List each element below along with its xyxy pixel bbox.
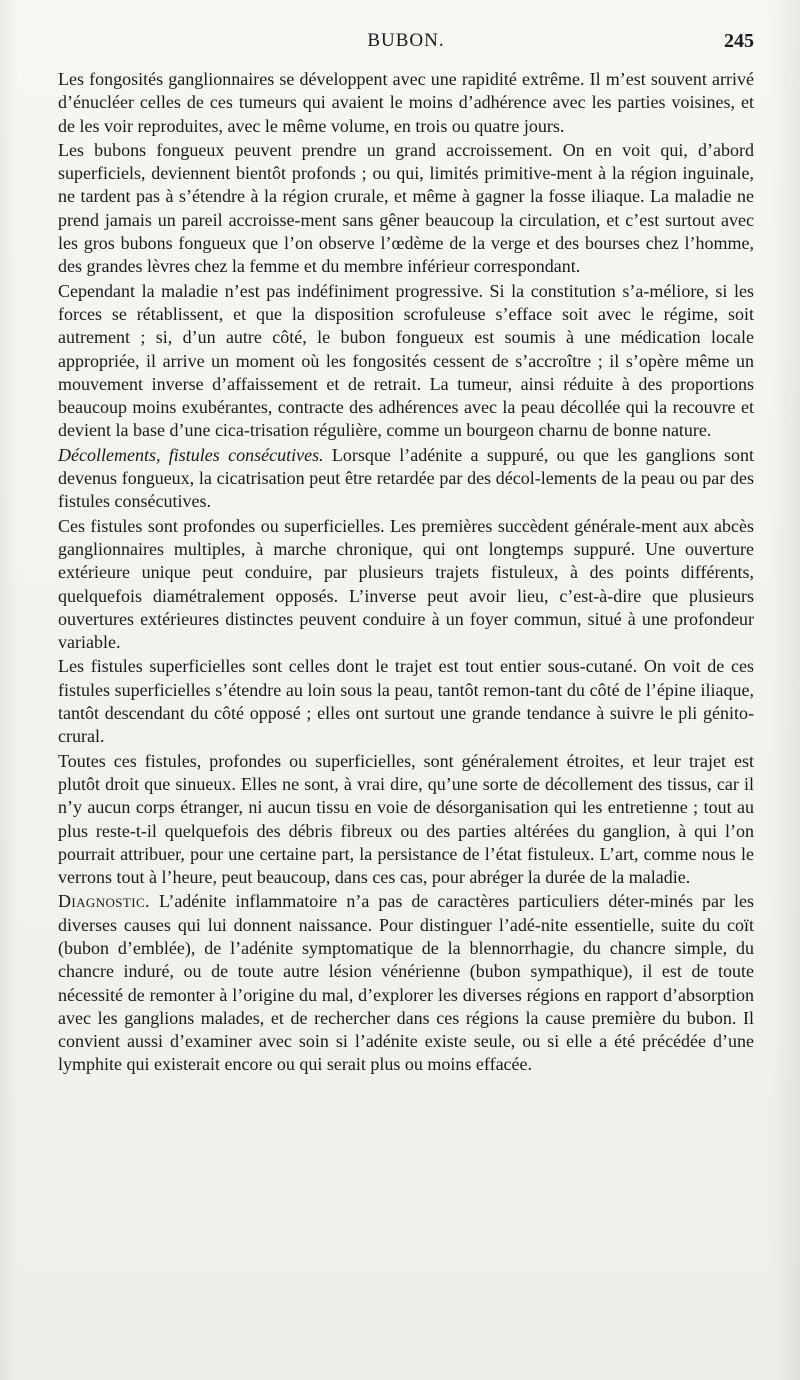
paragraph-text: Les fongosités ganglionnaires se développent avec une rapidité extrême. Il m’est souvent arrivé d’énucléer celles de ces tumeurs qui avaient le moins d’adhérence avec les parties voisines, et de les voir reproduites, avec le même volume, en trois ou quatre jours. [58, 69, 754, 136]
paragraph-2 [58, 139, 754, 279]
paragraph-3 [58, 280, 754, 443]
paragraph-text: Lorsque l’adénite a suppuré, ou que les ganglions sont devenus fongueux, la cicatrisation peut être retardée par des décol-lements de la peau ou par des fistules consécutives. [58, 444, 754, 512]
paragraph-4 [58, 444, 754, 514]
paragraph-8 [58, 890, 754, 1076]
paragraph-text: Les fistules superficielles sont celles dont le trajet est tout entier sous-cutané. On voit de ces fistules superficielles s’étendre au loin sous la peau, tantôt remon-tant du côté de l’épine iliaque, tantôt descendant du côté opposé ; elles ont surtout une grande tendance à suivre le pli génito-crural. [58, 656, 754, 747]
paragraph-text: Ces fistules sont profondes ou superficielles. Les premières succèdent générale-ment aux abcès ganglionnaires multiples, à marche chronique, qui ont longtemps suppuré. Une ouverture extérieure unique peut conduire, par plusieurs trajets fistuleux, à des points différents, quelquefois diamétralement opposés. L’inverse peut avoir lieu, c’est-à-dire que plusieurs ouvertures extérieures distinctes peuvent conduire à un foyer commun, situé à une profondeur variable. [58, 515, 754, 653]
page-number: 245 [724, 30, 754, 52]
page-header [58, 30, 754, 58]
section-heading-decollements: Décollements, fistules consécutives. [58, 444, 324, 465]
paragraph-7 [58, 750, 754, 890]
paragraph-1 [58, 68, 754, 138]
section-heading-diagnostic: Diagnostic. [58, 891, 150, 912]
paragraph-text: L’adénite inflammatoire n’a pas de caractères particuliers déter-minés par les diverses causes qui lui donnent naissance. Pour distinguer l’adé-nite essentielle, suite du coït (bubon d’emblée), de l’adénite symptomatique de la blennorrhagie, du chancre simple, du chancre induré, ou de toute autre lésion vénérienne (bubon sympathique), il est de toute nécessité de remonter à l’origine du mal, d’explorer les diverses régions en rapport d’absorption avec les ganglions malades, et de rechercher dans ces régions la cause première du bubon. Il convient aussi d’examiner avec soin si l’adénite existe seule, ou si elle a été précédée d’une lymphite qui existerait encore ou qui serait plus ou moins effacée. [58, 891, 754, 1075]
paragraph-text: Toutes ces fistules, profondes ou superficielles, sont généralement étroites, et leur trajet est plutôt droit que sinueux. Elles ne sont, à vrai dire, qu’une sorte de décollement des tissus, car il n’y aucun corps étranger, ni aucun tissu en voie de désorganisation qui les entretienne ; tout au plus reste-t-il quelquefois des débris fibreux ou des parties altérées du ganglion, à qui l’on pourrait attribuer, pour une certaine part, la persistance de l’état fistuleux. L’art, comme nous le verrons tout à l’heure, peut beaucoup, dans ces cas, pour abréger la durée de la maladie. [58, 750, 754, 888]
paragraph-text: Les bubons fongueux peuvent prendre un grand accroissement. On en voit qui, d’abord superficiels, deviennent bientôt profonds ; ou qui, limités primitive-ment à la région inguinale, ne tardent pas à s’étendre à la région crurale, et même à gagner la fosse iliaque. La maladie ne prend jamais un pareil accroisse-ment sans gêner beaucoup la circulation, et c’est surtout avec les gros bubons fongueux que l’on observe l’œdème de la verge et des bourses chez l’homme, des grandes lèvres chez la femme et du membre inférieur correspondant. [58, 139, 754, 277]
main-text [58, 68, 754, 1077]
paragraph-6 [58, 655, 754, 748]
paragraph-5 [58, 515, 754, 655]
running-title: BUBON. [367, 30, 445, 51]
paragraph-text: Cependant la maladie n’est pas indéfiniment progressive. Si la constitution s’a-méliore, si les forces se rétablissent, et que la disposition scrofuleuse s’efface soit avec le régime, soit autrement ; si, d’un autre côté, le bubon fongueux est soumis à une médication locale appropriée, il arrive un moment où les fongosités cessent de s’accroître ; il s’opère même un mouvement inverse d’affaissement et de retrait. La tumeur, ainsi réduite à des proportions beaucoup moins exubérantes, contracte des adhérences avec la peau décollée qui la recouvre et devient la base d’une cica-trisation régulière, comme un bourgeon charnu de bonne nature. [58, 280, 754, 441]
